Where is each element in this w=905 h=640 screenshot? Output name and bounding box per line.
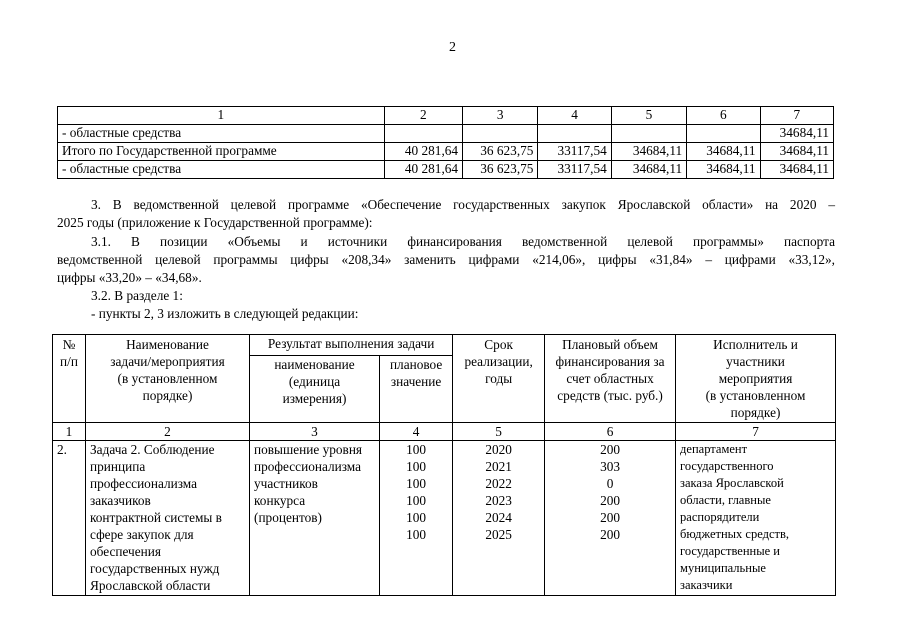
col-header-result-name: наименование (единица измерения)	[250, 356, 380, 423]
table-cell: 34684,11	[611, 161, 686, 179]
table-cell	[687, 125, 760, 143]
table-cell: 3	[463, 107, 538, 125]
col-header-executor: Исполнитель и участники мероприятия (в установленном порядке)	[676, 335, 836, 423]
paragraph-3-2-item: - пункты 2, 3 изложить в следующей редакции:	[91, 306, 359, 321]
table-cell: 33117,54	[538, 161, 611, 179]
table-cell: 1	[58, 107, 385, 125]
table-cell: 34684,11	[760, 161, 833, 179]
table-cell: 2	[384, 107, 462, 125]
table-cell: 34684,11	[760, 143, 833, 161]
tasks-table	[52, 334, 836, 596]
table-cell: - областные средства	[58, 161, 385, 179]
row-indicator: повышение уровня профессионализма участников конкурса (процентов)	[250, 441, 380, 596]
paragraph-3-1-line1: 3.1. В позиции «Объемы и источники финансирования ведомственной целевой программы» паспорта	[91, 234, 835, 249]
financing-table	[57, 106, 834, 179]
table-cell	[384, 125, 462, 143]
table-row	[58, 143, 834, 161]
table-row	[58, 161, 834, 179]
table-row	[58, 125, 834, 143]
table-cell: 4	[538, 107, 611, 125]
table-cell: 5	[611, 107, 686, 125]
row-values: 100 100 100 100 100 100	[379, 441, 452, 596]
table-cell: 33117,54	[538, 143, 611, 161]
row-funding: 200 303 0 200 200 200	[545, 441, 676, 596]
table-cell: 3	[250, 423, 380, 441]
page-number: 2	[449, 40, 456, 55]
col-header-name: Наименование задачи/мероприятия (в установленном порядке)	[86, 335, 250, 423]
table-header-row	[53, 335, 836, 356]
table-cell: 4	[379, 423, 452, 441]
table-cell	[463, 125, 538, 143]
row-years: 2020 2021 2022 2023 2024 2025	[453, 441, 545, 596]
table-cell: 7	[760, 107, 833, 125]
paragraph-3-line1: 3. В ведомственной целевой программе «Обеспечение государственных закупок Ярославской области» на 2020 –	[91, 197, 835, 212]
table-cell: 1	[53, 423, 86, 441]
paragraph-3-1-line2: ведомственной целевой программы цифры «208,34» заменить цифрами «214,06», цифры «31,84» – цифрами «33,12»,	[57, 252, 835, 267]
table-cell: 40 281,64	[384, 161, 462, 179]
table-cell: 34684,11	[611, 143, 686, 161]
table-cell: 6	[545, 423, 676, 441]
paragraph-3-2: 3.2. В разделе 1:	[91, 288, 183, 303]
table-cell: 2	[86, 423, 250, 441]
table-cell: 34684,11	[687, 161, 760, 179]
table-cell: 36 623,75	[463, 143, 538, 161]
table-cell: 36 623,75	[463, 161, 538, 179]
table-cell: 34684,11	[687, 143, 760, 161]
table-cell	[538, 125, 611, 143]
table-cell: - областные средства	[58, 125, 385, 143]
col-header-num: № п/п	[53, 335, 86, 423]
table-number-row	[53, 423, 836, 441]
table-cell: Итого по Государственной программе	[58, 143, 385, 161]
col-header-funding: Плановый объем финансирования за счет областных средств (тыс. руб.)	[545, 335, 676, 423]
table-cell: 5	[453, 423, 545, 441]
table-cell	[611, 125, 686, 143]
row-num: 2.	[53, 441, 86, 596]
paragraph-3-1-line3: цифры «33,20» – «34,68».	[57, 270, 202, 285]
paragraph-3-line2: 2025 годы (приложение к Государственной программе):	[57, 215, 373, 230]
col-header-term: Срок реализации, годы	[453, 335, 545, 423]
col-header-result-value: плановое значение	[379, 356, 452, 423]
table-cell: 7	[676, 423, 836, 441]
table-row	[53, 441, 836, 596]
table-cell: 40 281,64	[384, 143, 462, 161]
table-cell: 34684,11	[760, 125, 833, 143]
table-header-row	[58, 107, 834, 125]
table-cell: 6	[687, 107, 760, 125]
row-executor: департамент государственного заказа Ярославской области, главные распорядители бюджетных средств, государственные и муниципальные заказчики	[676, 441, 836, 596]
col-header-result: Результат выполнения задачи	[250, 335, 453, 356]
row-task: Задача 2. Соблюдение принципа профессионализма заказчиков контрактной системы в сфере закупок для обеспечения государственных нужд Ярославской области	[86, 441, 250, 596]
